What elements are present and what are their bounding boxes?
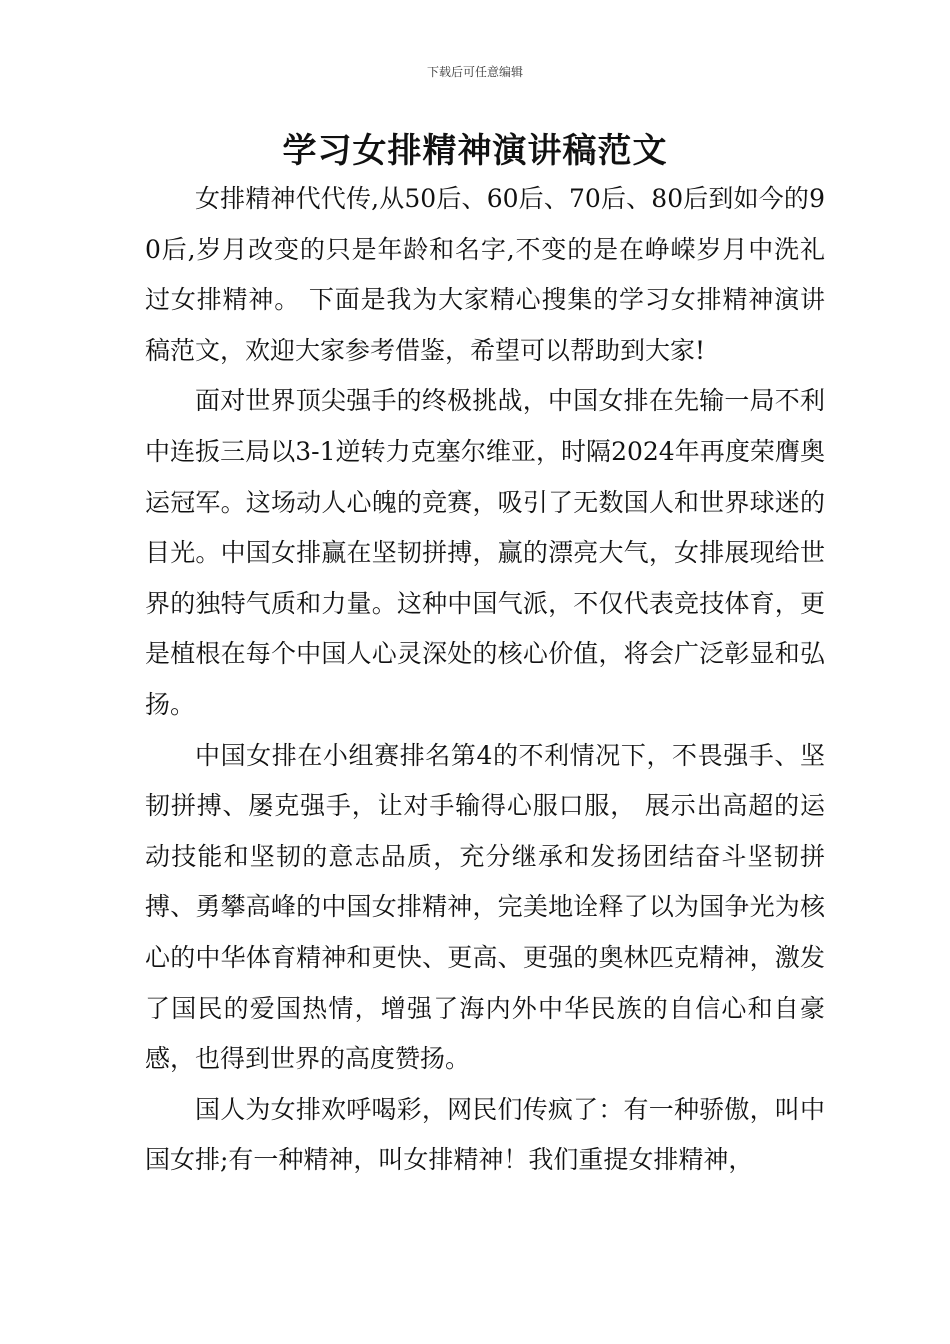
paragraph-1: 女排精神代代传,从50后、60后、70后、80后到如今的90后,岁月改变的只是年龄和名字,不变的是在峥嵘岁月中洗礼过女排精神。 下面是我为大家精心搜集的学习女排精神演讲稿范文，欢迎大家参考借鉴，希望可以帮助到大家! xyxy=(145,184,825,365)
document-body xyxy=(145,174,825,1186)
paragraph-2: 面对世界顶尖强手的终极挑战，中国女排在先输一局不利中连扳三局以3-1逆转力克塞尔维亚，时隔2024年再度荣膺奥运冠军。这场动人心魄的竞赛，吸引了无数国人和世界球迷的目光。中国女排赢在坚韧拼搏，赢的漂亮大气，女排展现给世界的独特气质和力量。这种中国气派，不仅代表竞技体育，更是植根在每个中国人心灵深处的核心价值，将会广泛彰显和弘扬。 xyxy=(145,386,825,719)
document-title: 学习女排精神演讲稿范文 xyxy=(282,131,668,171)
paragraph-4: 国人为女排欢呼喝彩，网民们传疯了：有一种骄傲，叫中国女排;有一种精神，叫女排精神！我们重提女排精神， xyxy=(145,1094,825,1175)
paragraph-3: 中国女排在小组赛排名第4的不利情况下，不畏强手、坚韧拼搏、屡克强手，让对手输得心服口服， 展示出高超的运动技能和坚韧的意志品质，充分继承和发扬团结奋斗坚韧拼搏、勇攀高峰的中国女排精神，完美地诠释了以为国争光为核心的中华体育精神和更快、更高、更强的奥林匹克精神，激发了国民的爱国热情，增强了海内外中华民族的自信心和自豪感，也得到世界的高度赞扬。 xyxy=(145,740,825,1074)
header-note: 下载后可任意编辑 xyxy=(426,65,523,79)
